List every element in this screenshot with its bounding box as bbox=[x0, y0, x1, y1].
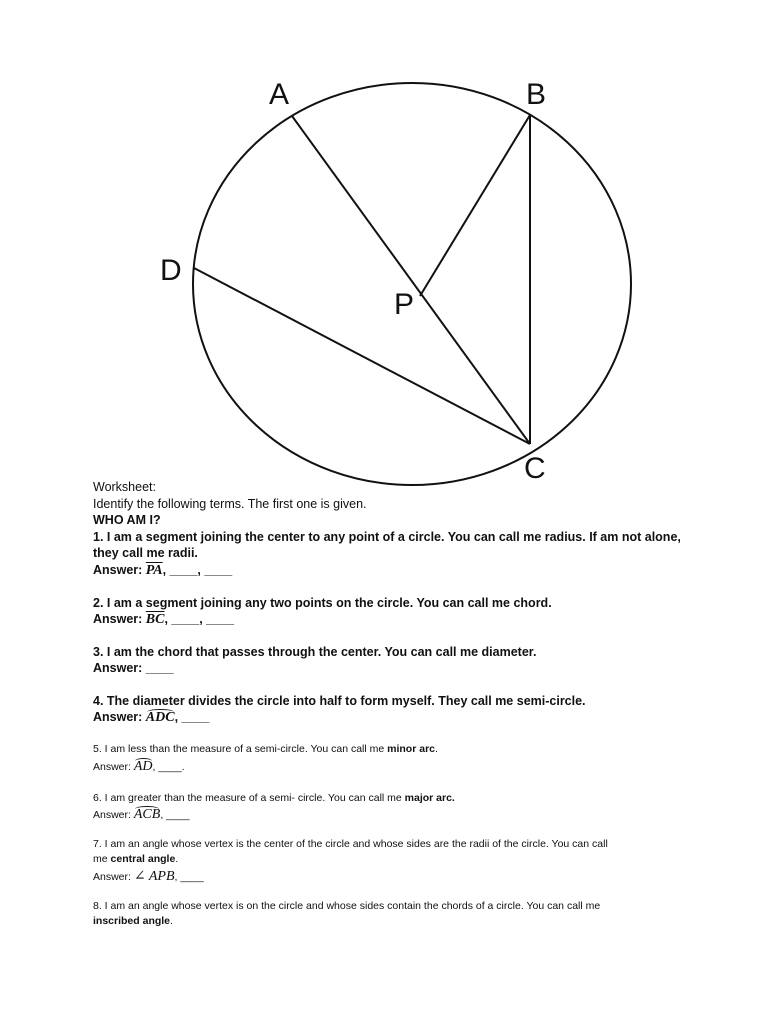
question-3-answer: Answer: ____ bbox=[93, 661, 174, 675]
answer-label: Answer: bbox=[93, 871, 134, 883]
question-text: me bbox=[93, 853, 111, 865]
answer-blanks: , ____ bbox=[174, 710, 210, 724]
point-label-a: A bbox=[269, 78, 290, 111]
question-7-line-1: 7. I am an angle whose vertex is the center of the circle and whose sides are the radii of the circle. You can call bbox=[93, 838, 608, 850]
answer-blanks: , ____ bbox=[174, 871, 204, 883]
question-8-line-1: 8. I am an angle whose vertex is on the circle and whose sides contain the chords of a circle. You can call me bbox=[93, 900, 601, 912]
circle-diagram bbox=[0, 0, 768, 500]
answer-label: Answer: bbox=[93, 809, 134, 821]
question-3-line-1: 3. I am the chord that passes through the center. You can call me diameter. bbox=[93, 645, 537, 659]
answer-example-arc: ADC bbox=[145, 710, 175, 725]
answer-blanks: , ____. bbox=[152, 761, 185, 773]
answer-blanks: , ____ bbox=[160, 809, 190, 821]
question-6-line-1 bbox=[93, 792, 455, 804]
question-1-line-2: they call me radii. bbox=[93, 546, 198, 560]
question-end: . bbox=[175, 853, 179, 865]
question-8-line-2 bbox=[93, 915, 173, 927]
question-7-line-2 bbox=[93, 853, 178, 865]
question-4-answer bbox=[93, 710, 209, 726]
answer-label: Answer: bbox=[93, 563, 146, 577]
worksheet-title: Worksheet: bbox=[93, 480, 156, 494]
question-2-line-1: 2. I am a segment joining any two points on the circle. You can call me chord. bbox=[93, 596, 552, 610]
term: central angle bbox=[110, 853, 176, 865]
answer-example-arc: AD bbox=[133, 759, 153, 774]
worksheet-instruction: Identify the following terms. The first one is given. bbox=[93, 497, 367, 511]
answer-label: Answer: bbox=[93, 612, 146, 626]
answer-blanks: , ____, ____ bbox=[162, 563, 233, 577]
term: inscribed angle bbox=[93, 915, 171, 927]
point-label-p: P bbox=[394, 288, 415, 321]
point-label-c: C bbox=[524, 452, 546, 485]
answer-example-angle: ∠ APB bbox=[133, 869, 175, 884]
segment-dc bbox=[194, 268, 530, 444]
worksheet-heading: WHO AM I? bbox=[93, 513, 161, 527]
answer-example-segment: $\overline{BC}$ bbox=[145, 612, 165, 627]
answer-blanks: , ____, ____ bbox=[164, 612, 234, 626]
term: minor arc bbox=[387, 743, 435, 755]
question-end: . bbox=[170, 915, 173, 927]
segment-pb bbox=[420, 115, 530, 296]
question-text: 6. I am greater than the measure of a semi- circle. You can call me bbox=[93, 792, 405, 804]
term: major arc. bbox=[404, 792, 455, 804]
answer-example-segment: $\overline{PA}$ bbox=[145, 563, 163, 578]
question-2-answer bbox=[93, 612, 234, 628]
question-1-answer bbox=[93, 563, 232, 579]
answer-example-arc: ACB bbox=[133, 807, 161, 822]
answer-label: Answer: bbox=[93, 761, 134, 773]
question-5-answer bbox=[93, 759, 185, 775]
point-label-d: D bbox=[160, 254, 182, 287]
question-7-answer bbox=[93, 868, 204, 885]
question-end: . bbox=[435, 743, 438, 755]
point-label-b: B bbox=[526, 78, 547, 111]
question-4-line-1: 4. The diameter divides the circle into half to form myself. They call me semi-circle. bbox=[93, 694, 586, 708]
circle bbox=[193, 83, 631, 485]
question-1-line-1: 1. I am a segment joining the center to any point of a circle. You can call me radius. If am not alone, bbox=[93, 530, 681, 544]
question-text: 5. I am less than the measure of a semi-circle. You can call me bbox=[93, 743, 388, 755]
answer-label: Answer: bbox=[93, 710, 146, 724]
question-5-line-1 bbox=[93, 743, 438, 755]
question-6-answer bbox=[93, 807, 190, 823]
segment-ac bbox=[292, 116, 530, 444]
